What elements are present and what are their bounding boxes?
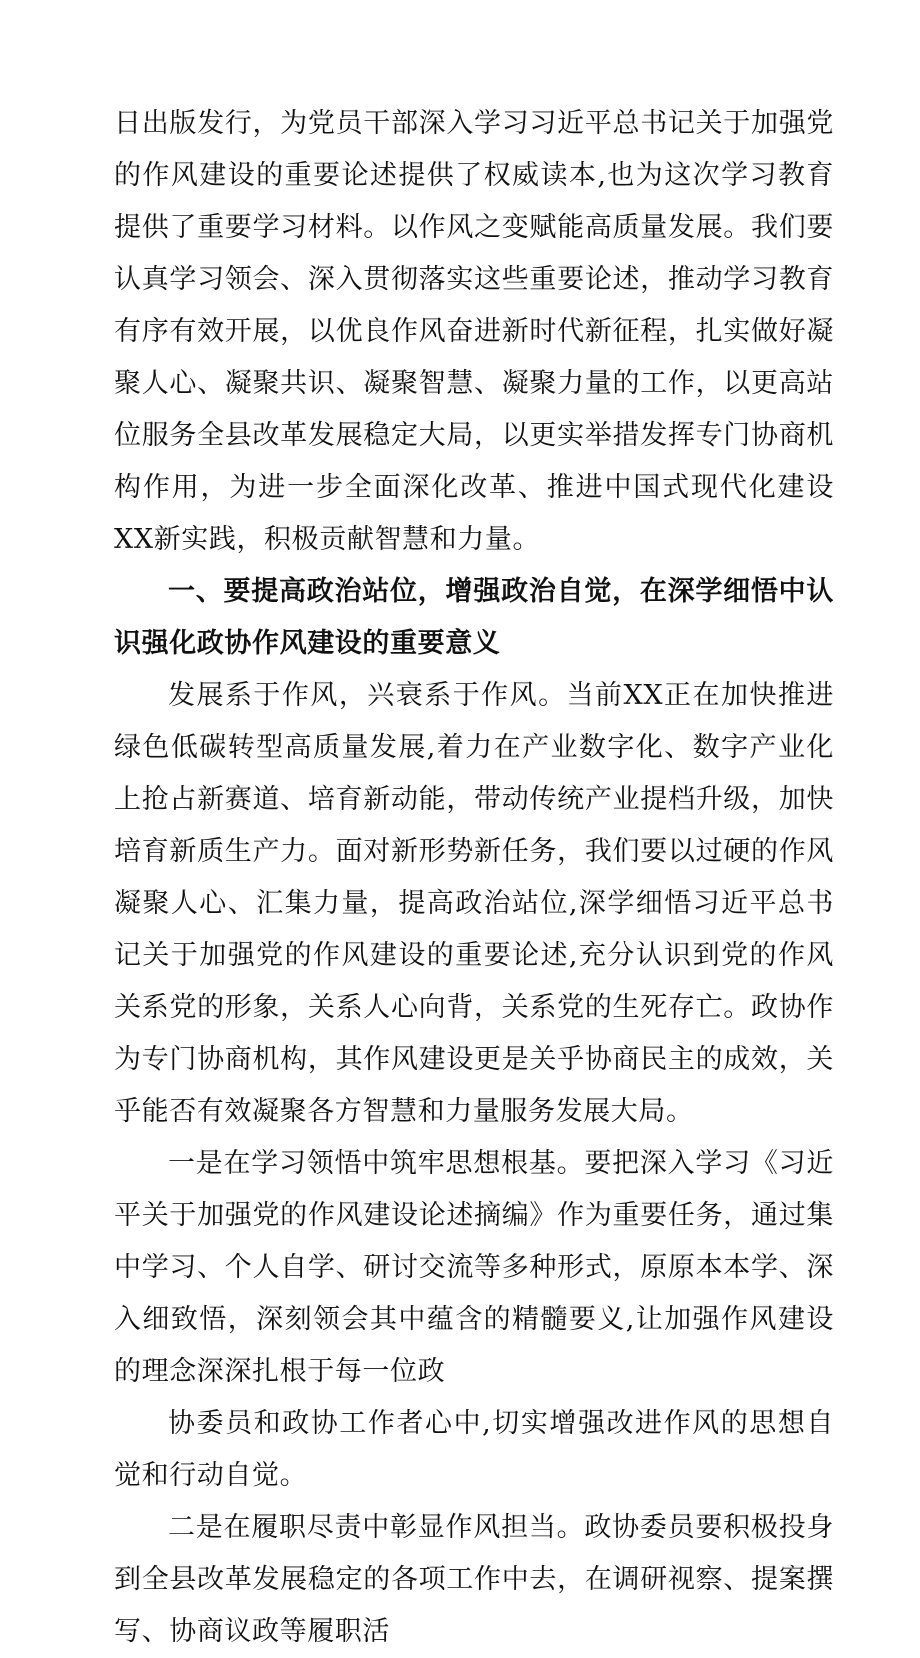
- body-paragraph-2-main: 一是在学习领悟中筑牢思想根基。要把深入学习《习近平关于加强党的作风建设论述摘编》作为重要任务，通过集中学习、个人自学、研讨交流等多种形式，原原本本学、深入细致悟，深刻领会其中蕴含的精髓要义,让加强作风建设的理念深深扎根于每一位政: [114, 1148, 834, 1387]
- intro-paragraph: 日出版发行，为党员干部深入学习习近平总书记关于加强党的作风建设的重要论述提供了权威读本,也为这次学习教育提供了重要学习材料。以作风之变赋能高质量发展。我们要认真学习领会、深入贯彻落实这些重要论述，推动学习教育有序有效开展，以优良作风奋进新时代新征程，扎实做好凝聚人心、凝聚共识、凝聚智慧、凝聚力量的工作，以更高站位服务全县改革发展稳定大局，以更实举措发挥专门协商机构作用，为进一步全面深化改革、推进中国式现代化建设XX新实践，积极贡献智慧和力量。: [114, 108, 834, 555]
- body-paragraph-1: 发展系于作风，兴衰系于作风。当前XX正在加快推进绿色低碳转型高质量发展,着力在产业数字化、数字产业化上抢占新赛道、培育新动能，带动传统产业提档升级，加快培育新质生产力。面对新形势新任务，我们要以过硬的作风凝聚人心、汇集力量，提高政治站位,深学细悟习近平总书记关于加强党的作风建设的重要论述,充分认识到党的作风关系党的形象，关系人心向背，关系党的生死存亡。政协作为专门协商机构，其作风建设更是关乎协商民主的成效，关乎能否有效凝聚各方智慧和力量服务发展大局。: [114, 680, 834, 1127]
- body-paragraph-3: 二是在履职尽责中彰显作风担当。政协委员要积极投身到全县改革发展稳定的各项工作中去，在调研视察、提案撰写、协商议政等履职活: [114, 1512, 834, 1647]
- section-heading: 一、要提高政治站位，增强政治自觉，在深学细悟中认识强化政协作风建设的重要意义: [114, 576, 834, 659]
- body-paragraph-2-tail: 协委员和政协工作者心中,切实增强改进作风的思想自觉和行动自觉。: [114, 1408, 834, 1491]
- body-paragraph-2: [114, 1138, 834, 1502]
